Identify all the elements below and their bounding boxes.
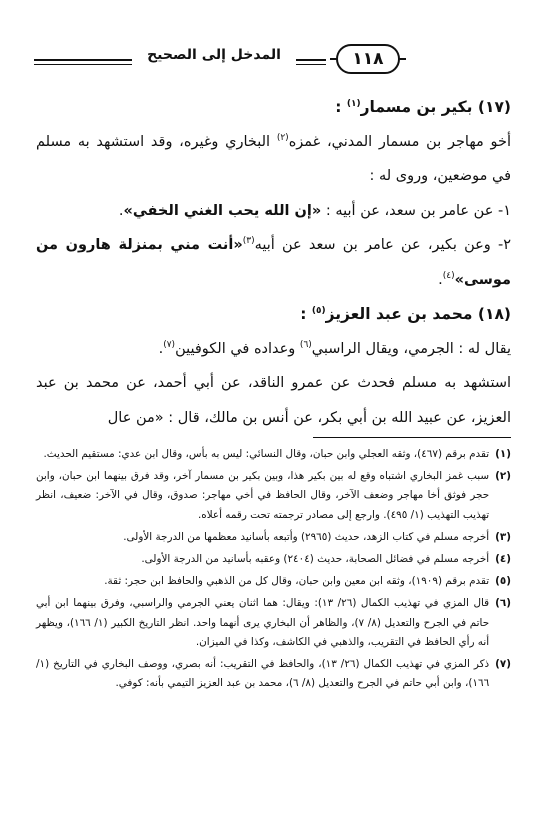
entry-17-text [36,125,511,194]
header-rule-left [34,59,132,61]
footnote-number: (٥) [495,575,511,588]
entry-18-line-1-b: وعداده في الكوفيين [175,340,300,357]
footnote-number: (٢) [495,470,511,483]
item-1-isnad: ١- عن عامر بن سعد، عن أبيه : [321,202,511,219]
footnote-text: قال المزي في تهذيب الكمال (٢٦/ ١٣): ويقال: هما اثنان يعني الجرمي والراسبي، وفرق بينهما ابن أبي حاتم في الجرح والتعديل (٨/ ٧)، والظاهر أن البخاري يرى أنهما واحد. انظر التاريخ الكبير (١/ ١٦٦)، ويظهر أنه رأي الحافظ في التقريب، والذهبي في الكاشف، وكذا في الميزان. [36,597,490,648]
footnote [36,528,511,547]
footnote [36,445,511,464]
footnote [36,572,511,591]
page-header [34,44,507,84]
hadith-item-2 [36,228,511,297]
footnote-number: (٤) [495,553,511,566]
entry-18-line-1 [36,332,511,367]
item-2-end: . [438,271,443,288]
entry-18-line-2: استشهد به مسلم فحدث عن عمرو الناقد، عن أبي أحمد، عن محمد بن عبد العزيز، عن عبيد الله بن أبي بكر، عن أنس بن مالك، قال : «من عال [36,375,511,426]
footnote-ref: (١) [346,98,361,109]
footnote-ref: (٣) [242,236,255,247]
footnote-number: (٦) [495,597,511,610]
footnote-number: (١) [495,448,511,460]
footnotes [36,445,511,696]
entry-18-line-1-a: يقال له : الجرمي، ويقال الراسبي [311,340,511,357]
page-number: ١١٨ [336,44,400,74]
footnote-text: أخرجه مسلم في فضائل الصحابة، حديث (٢٤٠٤) وعقبه بأسانيد من الدرجة الأولى. [141,553,490,566]
entry-18-title: (١٨) محمد بن عبد العزيز [325,305,511,323]
footnote-text: ذكر المزي في تهذيب الكمال (٢٦/ ١٣)، والحافظ في التقريب: أنه بصري، ووصف البخاري في التاريخ (١/ ١٦٦)، وابن أبي حاتم في الجرح والتعديل (٨/ ٦)، محمد بن عبد العزيز التيمي بأنه: كوفي. [36,658,490,690]
footnote-text: أخرجه مسلم في كتاب الزهد، حديث (٢٩٦٥) وأتبعه بأسانيد معظمها من الدرجة الأولى. [123,530,490,543]
item-2-isnad: ٢- وعن بكير، عن عامر بن سعد عن أبيه [254,237,511,253]
entry-18-line-1-end: . [158,340,164,357]
footnote [36,550,511,569]
footnote-separator [313,437,511,438]
heading-colon: : [335,98,347,116]
footnote-ref: (٥) [311,305,326,316]
footnote [36,594,511,652]
main-text [36,90,511,435]
footnote-ref: (٤) [442,270,455,281]
entry-17-text-b: البخاري وغيره، وقد استشهد به مسلم في موضعين، وروى له : [36,133,511,184]
item-2-quote: «أنت مني بمنزلة هارون من موسى» [36,237,511,288]
entry-18-heading [36,297,511,332]
item-1-quote: «إن الله يحب الغني الخفي» [123,202,322,219]
heading-colon: : [300,305,312,323]
footnote-text: تقدم برقم (٤٦٧)، وثقه العجلي وابن حبان، وقال النسائي: ليس به بأس، وقال ابن عدي: مستقيم الحديث. [43,448,490,460]
entry-17-title: (١٧) بكير بن مسمار [360,98,511,116]
footnote-ref: (٧) [163,339,176,350]
running-title: المدخل إلى الصحيح [147,47,281,63]
footnote-text: تقدم برقم (١٩٠٩)، وثقه ابن معين وابن حبان، وقال كل من الذهبي والحافظ ابن حجر: ثقة. [104,575,490,588]
footnote-number: (٧) [495,658,511,671]
hadith-item-1 [36,194,511,229]
footnote-ref: (٦) [299,339,312,350]
footnote-text: سبب غمز البخاري اشتباه وقع له بين بكير هذا، وبين بكير بن مسمار آخر، وقد فرق بينهما ابن حبان، وابن حجر فوثق أخا مهاجر وضعف الآخر، وقال الحافظ في أخي مهاجر: صدوق، وقال في الآخر: ضعيف، انظر تهذيب التهذيب (١/ ٤٩٥). وارجع إلى مصادر ترجمته تحت رقمه أعلاه. [36,470,490,521]
header-rule-right [296,59,326,61]
footnote-number: (٣) [495,530,511,543]
entry-17-heading [36,90,511,125]
entry-17-text-a: أخو مهاجر بن مسمار المدني، غمزه [288,133,511,150]
footnote-ref: (٢) [276,132,289,143]
footnote [36,655,511,693]
footnote [36,467,511,525]
item-1-end: . [118,202,124,219]
